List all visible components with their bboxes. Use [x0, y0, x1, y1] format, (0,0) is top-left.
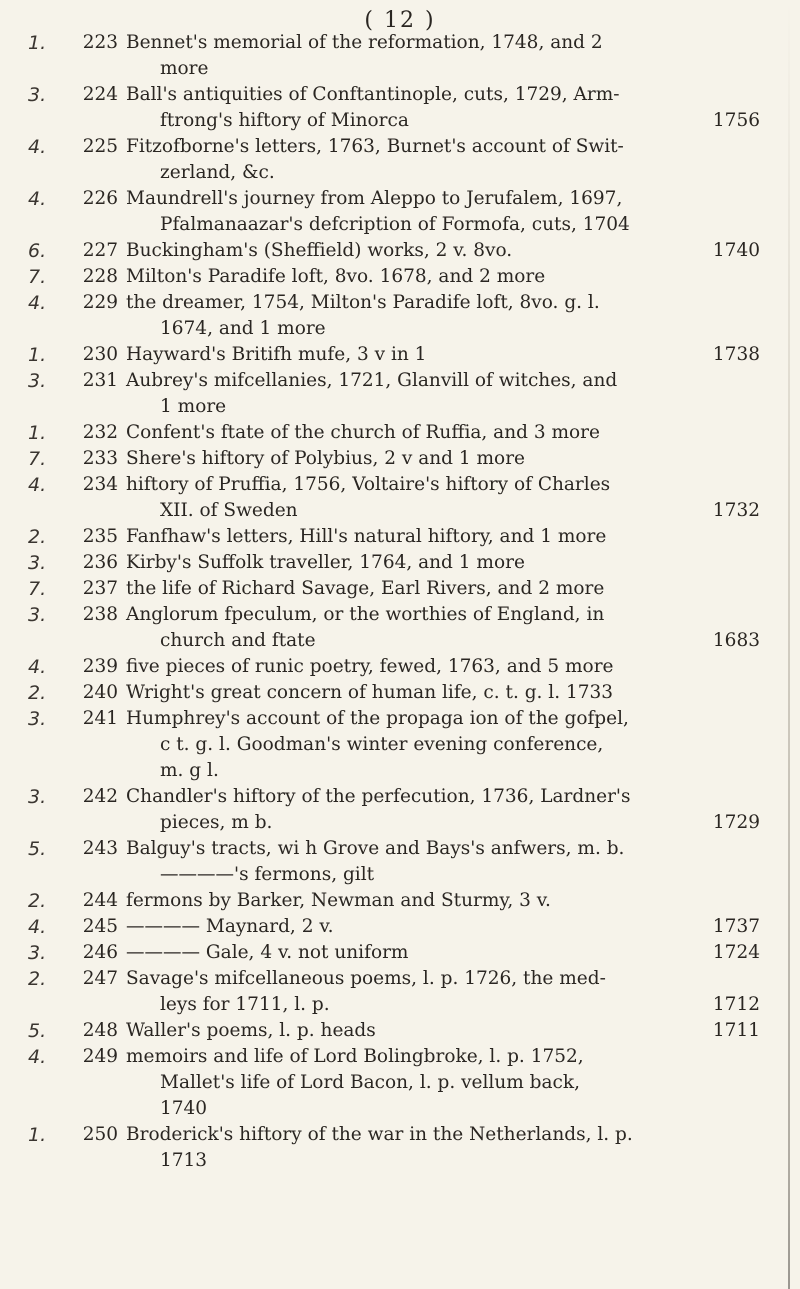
handwritten-price-mark: 1.	[28, 344, 47, 366]
entry-text: Waller's poems, l. p. heads	[126, 1020, 376, 1041]
catalogue-entry	[0, 888, 800, 914]
handwritten-price-mark: 3.	[28, 604, 47, 626]
catalogue-entry	[0, 186, 800, 238]
entry-first-line	[0, 342, 800, 368]
entry-text: 1 more	[160, 396, 227, 417]
handwritten-price-mark: 4.	[28, 1046, 47, 1068]
catalogue-entry	[0, 472, 800, 524]
entry-text: Buckingham's (Sheffield) works, 2 v. 8vo.	[126, 240, 513, 261]
entry-first-line	[0, 30, 800, 56]
entry-text: ———— Maynard, 2 v.	[126, 916, 334, 937]
entry-first-line	[0, 1018, 800, 1044]
handwritten-price-mark: 1.	[28, 32, 47, 54]
entry-continuation-line	[0, 394, 800, 420]
lot-number: 228	[82, 266, 118, 287]
entry-first-line	[0, 602, 800, 628]
entry-continuation-line	[0, 732, 800, 758]
entry-continuation-line	[0, 810, 800, 836]
entry-text: Humphrey's account of the propaga ion of the gofpel,	[126, 708, 629, 729]
entry-first-line	[0, 914, 800, 940]
catalogue-entry	[0, 82, 800, 134]
entry-date: 1729	[712, 812, 760, 833]
entry-date: 1756	[712, 110, 760, 131]
catalogue-entry	[0, 966, 800, 1018]
entry-first-line	[0, 446, 800, 472]
entry-first-line	[0, 238, 800, 264]
page-edge-shadow	[788, 0, 790, 1289]
entry-continuation-line	[0, 1148, 800, 1174]
entry-continuation-line	[0, 498, 800, 524]
entry-date: 1738	[712, 344, 760, 365]
page-number: ( 12 )	[364, 8, 436, 33]
lot-number: 224	[82, 84, 118, 105]
entry-text: c t. g. l. Goodman's winter evening conference,	[160, 734, 604, 755]
entry-text: Fitzofborne's letters, 1763, Burnet's account of Swit-	[126, 136, 624, 157]
lot-number: 225	[82, 136, 118, 157]
entry-text: fermons by Barker, Newman and Sturmy, 3 v.	[126, 890, 551, 911]
catalogue-entry	[0, 706, 800, 784]
entry-first-line	[0, 82, 800, 108]
lot-number: 223	[82, 32, 118, 53]
lot-number: 248	[82, 1020, 118, 1041]
entry-first-line	[0, 706, 800, 732]
handwritten-price-mark: 1.	[28, 1124, 47, 1146]
entry-text: Maundrell's journey from Aleppo to Jerufalem, 1697,	[126, 188, 623, 209]
entry-continuation-line	[0, 628, 800, 654]
handwritten-price-mark: 7.	[28, 266, 47, 288]
entry-first-line	[0, 524, 800, 550]
lot-number: 243	[82, 838, 118, 859]
entry-first-line	[0, 290, 800, 316]
entry-text: the life of Richard Savage, Earl Rivers, and 2 more	[126, 578, 605, 599]
entry-first-line	[0, 420, 800, 446]
lot-number: 236	[82, 552, 118, 573]
lot-number: 246	[82, 942, 118, 963]
lot-number: 229	[82, 292, 118, 313]
entry-text: Balguy's tracts, wi h Grove and Bays's anfwers, m. b.	[126, 838, 625, 859]
entry-text: ———— Gale, 4 v. not uniform	[126, 942, 409, 963]
entry-text: Chandler's hiftory of the perfecution, 1736, Lardner's	[126, 786, 631, 807]
handwritten-price-mark: 3.	[28, 942, 47, 964]
entry-first-line	[0, 966, 800, 992]
entry-first-line	[0, 186, 800, 212]
lot-number: 230	[82, 344, 118, 365]
entry-text: Bennet's memorial of the reformation, 1748, and 2	[126, 32, 603, 53]
entry-first-line	[0, 784, 800, 810]
entry-first-line	[0, 576, 800, 602]
entry-first-line	[0, 368, 800, 394]
catalogue-entries	[0, 30, 800, 1174]
entry-text: Ball's antiquities of Conftantinople, cuts, 1729, Arm-	[126, 84, 620, 105]
lot-number: 239	[82, 656, 118, 677]
lot-number: 241	[82, 708, 118, 729]
entry-first-line	[0, 654, 800, 680]
entry-first-line	[0, 1044, 800, 1070]
entry-text: Milton's Paradife loft, 8vo. 1678, and 2 more	[126, 266, 546, 287]
handwritten-price-mark: 4.	[28, 188, 47, 210]
entry-text: zerland, &c.	[160, 162, 275, 183]
entry-text: Fanfhaw's letters, Hill's natural hiftory, and 1 more	[126, 526, 607, 547]
catalogue-entry	[0, 836, 800, 888]
entry-first-line	[0, 1122, 800, 1148]
lot-number: 235	[82, 526, 118, 547]
catalogue-entry	[0, 1018, 800, 1044]
catalogue-entry	[0, 654, 800, 680]
catalogue-entry	[0, 290, 800, 342]
entry-text: 1674, and 1 more	[160, 318, 326, 339]
entry-text: ————'s fermons, gilt	[160, 864, 375, 885]
handwritten-price-mark: 3.	[28, 786, 47, 808]
lot-number: 240	[82, 682, 118, 703]
entry-continuation-line	[0, 212, 800, 238]
catalogue-entry	[0, 576, 800, 602]
entry-text: Shere's hiftory of Polybius, 2 v and 1 more	[126, 448, 525, 469]
handwritten-price-mark: 2.	[28, 968, 47, 990]
handwritten-price-mark: 4.	[28, 292, 47, 314]
entry-continuation-line	[0, 160, 800, 186]
entry-continuation-line	[0, 992, 800, 1018]
entry-first-line	[0, 264, 800, 290]
catalogue-entry	[0, 368, 800, 420]
entry-text: m. g l.	[160, 760, 219, 781]
handwritten-price-mark: 2.	[28, 890, 47, 912]
entry-text: Anglorum fpeculum, or the worthies of England, in	[126, 604, 605, 625]
catalogue-entry	[0, 680, 800, 706]
entry-first-line	[0, 940, 800, 966]
handwritten-price-mark: 7.	[28, 448, 47, 470]
entry-text: hiftory of Pruffia, 1756, Voltaire's hiftory of Charles	[126, 474, 611, 495]
entry-text: Wright's great concern of human life, c. t. g. l. 1733	[126, 682, 614, 703]
entry-text: the dreamer, 1754, Milton's Paradife loft, 8vo. g. l.	[126, 292, 600, 313]
lot-number: 226	[82, 188, 118, 209]
catalogue-entry	[0, 940, 800, 966]
entry-date: 1711	[712, 1020, 760, 1041]
handwritten-price-mark: 5.	[28, 838, 47, 860]
entry-text: Savage's mifcellaneous poems, l. p. 1726, the med-	[126, 968, 606, 989]
entry-first-line	[0, 680, 800, 706]
entry-text: pieces, m b.	[160, 812, 273, 833]
entry-text: Broderick's hiftory of the war in the Netherlands, l. p.	[126, 1124, 633, 1145]
entry-date: 1732	[712, 500, 760, 521]
entry-continuation-line	[0, 108, 800, 134]
catalogue-entry	[0, 524, 800, 550]
lot-number: 232	[82, 422, 118, 443]
entry-text: five pieces of runic poetry, fewed, 1763, and 5 more	[126, 656, 614, 677]
catalogue-entry	[0, 784, 800, 836]
lot-number: 244	[82, 890, 118, 911]
lot-number: 242	[82, 786, 118, 807]
entry-text: 1740	[160, 1098, 208, 1119]
entry-text: 1713	[160, 1150, 208, 1171]
entry-first-line	[0, 550, 800, 576]
entry-continuation-line	[0, 1070, 800, 1096]
entry-date: 1712	[712, 994, 760, 1015]
catalogue-entry	[0, 238, 800, 264]
lot-number: 247	[82, 968, 118, 989]
entry-text: memoirs and life of Lord Bolingbroke, l. p. 1752,	[126, 1046, 584, 1067]
entry-continuation-line	[0, 56, 800, 82]
entry-continuation-line	[0, 758, 800, 784]
handwritten-price-mark: 4.	[28, 656, 47, 678]
handwritten-price-mark: 2.	[28, 526, 47, 548]
handwritten-price-mark: 6.	[28, 240, 47, 262]
lot-number: 227	[82, 240, 118, 261]
catalogue-entry	[0, 342, 800, 368]
lot-number: 245	[82, 916, 118, 937]
handwritten-price-mark: 5.	[28, 1020, 47, 1042]
entry-text: Hayward's Britifh mufe, 3 v in 1	[126, 344, 427, 365]
catalogue-entry	[0, 446, 800, 472]
entry-first-line	[0, 836, 800, 862]
entry-continuation-line	[0, 862, 800, 888]
lot-number: 238	[82, 604, 118, 625]
handwritten-price-mark: 4.	[28, 136, 47, 158]
entry-text: Confent's ftate of the church of Ruffia, and 3 more	[126, 422, 600, 443]
entry-first-line	[0, 888, 800, 914]
catalogue-entry	[0, 30, 800, 82]
entry-date: 1683	[712, 630, 760, 651]
entry-text: church and ftate	[160, 630, 316, 651]
catalogue-entry	[0, 1044, 800, 1122]
lot-number: 249	[82, 1046, 118, 1067]
handwritten-price-mark: 3.	[28, 370, 47, 392]
handwritten-price-mark: 4.	[28, 474, 47, 496]
lot-number: 237	[82, 578, 118, 599]
entry-first-line	[0, 134, 800, 160]
entry-date: 1724	[712, 942, 760, 963]
catalogue-entry	[0, 134, 800, 186]
handwritten-price-mark: 1.	[28, 422, 47, 444]
entry-text: Aubrey's mifcellanies, 1721, Glanvill of witches, and	[126, 370, 618, 391]
lot-number: 250	[82, 1124, 118, 1145]
entry-date: 1740	[712, 240, 760, 261]
entry-text: Pfalmanaazar's defcription of Formofa, cuts, 1704	[160, 214, 630, 235]
entry-text: XII. of Sweden	[160, 500, 298, 521]
catalogue-entry	[0, 1122, 800, 1174]
handwritten-price-mark: 7.	[28, 578, 47, 600]
entry-date: 1737	[712, 916, 760, 937]
entry-text: ftrong's hiftory of Minorca	[160, 110, 409, 131]
entry-text: leys for 1711, l. p.	[160, 994, 330, 1015]
handwritten-price-mark: 3.	[28, 84, 47, 106]
handwritten-price-mark: 2.	[28, 682, 47, 704]
catalogue-entry	[0, 550, 800, 576]
entry-text: Mallet's life of Lord Bacon, l. p. vellum back,	[160, 1072, 580, 1093]
handwritten-price-mark: 3.	[28, 552, 47, 574]
entry-continuation-line	[0, 1096, 800, 1122]
entry-continuation-line	[0, 316, 800, 342]
lot-number: 234	[82, 474, 118, 495]
catalogue-entry	[0, 264, 800, 290]
catalogue-entry	[0, 420, 800, 446]
catalogue-entry	[0, 602, 800, 654]
catalogue-entry	[0, 914, 800, 940]
lot-number: 231	[82, 370, 118, 391]
handwritten-price-mark: 3.	[28, 708, 47, 730]
entry-first-line	[0, 472, 800, 498]
entry-text: more	[160, 58, 209, 79]
entry-text: Kirby's Suffolk traveller, 1764, and 1 more	[126, 552, 525, 573]
handwritten-price-mark: 4.	[28, 916, 47, 938]
lot-number: 233	[82, 448, 118, 469]
